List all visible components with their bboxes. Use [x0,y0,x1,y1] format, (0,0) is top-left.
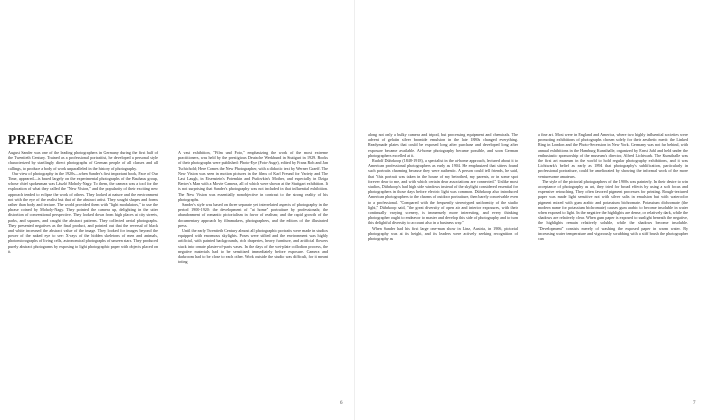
page-title: PREFACE [8,132,74,147]
text-column-3 [368,132,518,241]
paragraph: August Sander was one of the leading photographers in Germany during the first half of the Twentieth Century. Trained as a professional portraitist, he developed a personal style characterized by startlingly direct photographs of German people of all classes and all callings, to produce a body of work unparalleled in the history of photography. [8,150,158,171]
paragraph: A vast exhibition, "Film und Foto," emphasizing the work of the most extreme practitioners, was held by the prestigious Deutsche Werkbund in Stuttgart in 1929. Books of their photographs were published: Photo-Eye (Foto-Auge), edited by Franz Roh and Jan Tschichold; Here Comes the New Photographer, with a didactic text by Werner Graeff. The New Vision was seen in motion pictures in the films of Karl Freund for Variety and The Last Laugh, in Eisenstein's Potemkin and Pudovkin's Mother, and especially in Dziga Bertov's Man with a Movie Camera, all of which were shown at the Stuttgart exhibition. It is not surprising that Sander's photography was not included in that influential exhibition. The New Vision was essentially nonobjective in contrast to the strong reality of his photographs. [178,150,328,202]
page-number-left: 6 [340,401,343,406]
paragraph: along not only a bulky camera and tripod, but processing equipment and chemicals. The advent of gelatin silver bromide emulsion in the late 1880s changed everything. Readymade plates that could be exposed long after purchase and developed long after exposure became available. At-home photography became possible, and soon German photographers excelled at it. [368,132,518,158]
page-number-right: 7 [693,401,696,406]
text-column-1 [8,150,158,254]
page-gutter [354,0,355,420]
text-column-4 [538,132,688,241]
paragraph: Until the early Twentieth Century almost all photographic portraits were made in studios equipped with enormous skylights. Poses were stilted and the environment was highly artificial, with painted backgrounds, rich draperies, heavy furniture, and artificial flowers stuck into ornate plaster-of-paris vases. In the days of the wet-plate collodion process, the negative materials had to be sensitized immediately before exposure. Camera and darkroom had to be close to each other. Work outside the studio was difficult, for it meant toting [178,228,328,265]
text-column-2 [178,150,328,264]
paragraph: The style of the pictorial photographers of the 1900s was painterly. In their desire to win acceptance of photography as art, they tried for broad effects by using a soft focus and expensive retouching. They often favored pigment processes for printing. Rough-textured paper was made light sensitive not with silver salts in emulsion but with watercolor pigment mixed with gum arabic and potassium bichromate. Potassium dichromate (the modern name for potassium bichromate) causes gum arabic to become insoluble in water when exposed to light. In the negative the highlights are dense, or relatively dark, while the shadows are relatively clear. When gum paper is exposed to sunlight beneath the negative, the highlights remain relatively soluble, while the shadows become insoluble. "Development" consists merely of washing the exposed paper in warm water. By increasing water temperature and vigorously scrubbing with a stiff brush the photographer can [538,178,688,242]
paragraph: Sander's style was based on three separate yet interrelated aspects of photography in the period 1900-1920: the development of "at home" portraiture by professionals; the abandonment of romantic pictorialism in favor of realism; and the rapid growth of the documentary approach by filmmakers, photographers, and the editors of the illustrated press. [178,202,328,228]
paragraph: When Sander had his first large one-man show in Linz, Austria, in 1906, pictorial photography was at its height, and its leaders were actively seeking recognition of photography as [368,225,518,242]
paragraph: Rudolf Dührkoop (1848-1918), a specialist in the at-home approach, lectured about it to American professional photographers as early as 1904. He emphasized that sitters found such portraits charming because they were authentic. A person could tell friends, he said, that "this portrait was taken in the house of my betrothed, my parents, or in some spot forever dear to me, and with which certain dear associations are connected." Unlike most studios, Dührkoop's had high side windows instead of the skylight considered essential for photographers in those days before electric light was common. Dührkoop also introduced American photographers to the charms of outdoor portraiture, then barely conceivable even to a professional. "Compared with the frequently stereotyped uniformity of the studio light," Dührkoop said, "the great diversity of open air and interior exposures, with their continually varying scenery, is immensely more interesting, and every thinking photographer ought to endeavor to master and develop this side of photography and to turn this delightful diversity to account also in a business way." [368,158,518,226]
paragraph: Our view of photography in the 1920s—when Sander's first important book, Face of Our Time, appeared—is based largely on the experimental photographs of the Bauhaus group, whose chief spokesman was László Moholy-Nagy. To them, the camera was a tool for the exploration of what they called the "New Vision," and the popularity of their exciting new approach tended to eclipse the work of others. They looked at nature and the environment not with the eye of the realist but that of the abstract artist. They sought shapes and forms rather than body and texture. The world provided them with "light modulators," to use the phrase coined by Moholy-Nagy. They pointed the camera up, delighting in the utter distortion of conventional perspective. They looked down from high places at city streets, parks, and squares, and caught the abstract patterns. They collected aerial photographs. They presented negatives as the final product, and pointed out that the reversal of black and white increased the abstract value of the image. They looked for images beyond the power of the naked eye to see: X-rays of the hidden skeletons of men and animals, photomicrographs of living cells, astronomical photographs of unseen stars. They produced purely abstract photograms by exposing to light photographic paper with objects placed on it. [8,170,158,254]
paragraph: a fine art. Most were in England and America, where two highly influential societies were promoting exhibitions of photographs chosen solely for their aesthetic merit: the Linked Ring in London and the Photo-Secession in New York. Germany was not far behind, with annual exhibitions in the Hamburg Kunsthalle, organized by Ernst Juhl and held under the enthusiastic sponsorship of the museum's director, Alfred Lichtwark. The Kunsthalle was the first art museum in the world to hold regular photography exhibitions, and it was Lichtwark's belief as early as 1894 that photography's sublification, particularly in professional portraiture, could be ameliorated by showing the informal work of the more venturesome amateurs. [538,132,688,179]
